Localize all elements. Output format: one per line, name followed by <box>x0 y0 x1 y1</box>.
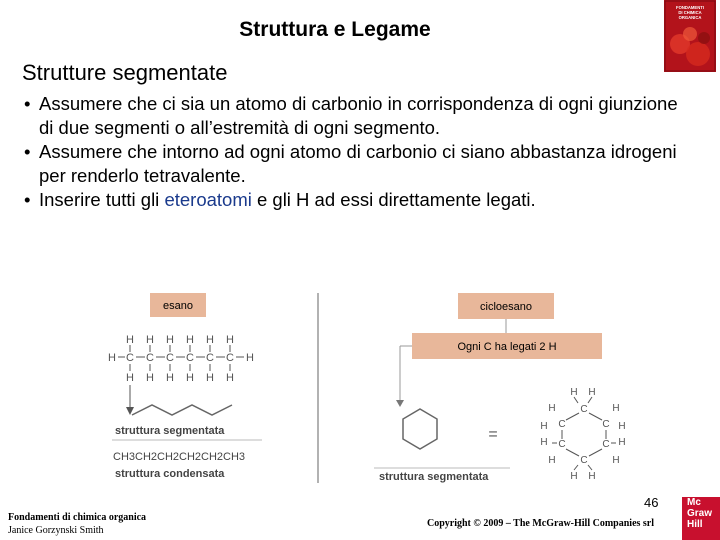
esano-label: esano <box>163 300 193 312</box>
cicloesano-label: cicloesano <box>480 301 532 313</box>
svg-text:H: H <box>186 372 194 384</box>
page-number: 46 <box>644 495 659 510</box>
equals-sign: = <box>488 426 498 443</box>
right-segmented-label: struttura segmentata <box>379 471 489 483</box>
left-condensed-label: struttura condensata <box>115 468 225 480</box>
footer-book-info <box>8 511 146 537</box>
svg-text:H: H <box>206 334 214 346</box>
slide-subtitle: Strutture segmentate <box>22 60 228 85</box>
book-cover-image <box>664 0 716 72</box>
svg-text:H: H <box>540 437 548 448</box>
svg-text:H: H <box>618 437 626 448</box>
svg-text:FONDAMENTI: FONDAMENTI <box>676 5 704 10</box>
svg-text:ORGANICA: ORGANICA <box>678 15 702 20</box>
bullet-text: Inserire tutti gli <box>39 189 165 210</box>
svg-text:C: C <box>602 439 610 450</box>
svg-text:H: H <box>166 372 174 384</box>
logo-line: Graw <box>687 508 713 519</box>
svg-text:C: C <box>602 419 610 430</box>
svg-text:H: H <box>226 372 234 384</box>
svg-text:H: H <box>126 334 134 346</box>
svg-text:C: C <box>580 404 588 415</box>
svg-text:H: H <box>186 334 194 346</box>
cyclohexane-full-structure <box>540 387 625 482</box>
svg-text:C: C <box>226 352 234 364</box>
bullet-text: e gli H ad essi direttamente legati. <box>251 189 536 210</box>
svg-text:H: H <box>548 455 556 466</box>
note-text: Ogni C ha legati 2 H <box>457 341 557 353</box>
svg-text:H: H <box>166 334 174 346</box>
condensed-formula: CH3CH2CH2CH2CH2CH3 <box>113 451 246 463</box>
footer-author: Janice Gorzynski Smith <box>8 525 104 536</box>
hexane-skeletal-structure <box>132 405 232 415</box>
heteroatoms-term: eteroatomi <box>164 189 252 210</box>
svg-text:H: H <box>206 372 214 384</box>
svg-text:H: H <box>146 334 154 346</box>
svg-text:C: C <box>580 455 588 466</box>
logo-line: Mc <box>687 497 701 508</box>
hexane-full-structure <box>108 334 254 384</box>
svg-text:H: H <box>126 372 134 384</box>
left-segmented-label: struttura segmentata <box>115 425 225 437</box>
svg-text:H: H <box>548 403 556 414</box>
svg-text:H: H <box>612 403 620 414</box>
svg-text:C: C <box>146 352 154 364</box>
bullet-list <box>24 92 694 212</box>
footer-book-title: Fondamenti di chimica organica <box>8 512 147 523</box>
svg-text:H: H <box>588 471 596 482</box>
svg-text:C: C <box>166 352 174 364</box>
svg-text:C: C <box>558 419 566 430</box>
slide-title: Struttura e Legame <box>239 18 431 41</box>
logo-line: Hill <box>687 519 703 530</box>
svg-text:H: H <box>246 352 254 364</box>
svg-text:C: C <box>206 352 214 364</box>
svg-text:H: H <box>226 334 234 346</box>
svg-text:H: H <box>146 372 154 384</box>
svg-text:DI CHIMICA: DI CHIMICA <box>678 10 702 15</box>
svg-text:C: C <box>126 352 134 364</box>
svg-text:C: C <box>186 352 194 364</box>
svg-text:H: H <box>540 421 548 432</box>
svg-text:H: H <box>108 352 116 364</box>
svg-text:H: H <box>612 455 620 466</box>
bullet-item: • Assumere che intorno ad ogni atomo di carbonio ci siano abbastanza idrogeni per renderlo tetravalente. <box>24 140 694 188</box>
publisher-logo <box>682 497 720 540</box>
bullet-item <box>24 188 694 212</box>
svg-text:H: H <box>570 471 578 482</box>
cyclohexane-skeletal-structure <box>403 409 437 449</box>
svg-text:H: H <box>588 387 596 398</box>
svg-text:H: H <box>570 387 578 398</box>
bullet-item: • Assumere che ci sia un atomo di carbonio in corrispondenza di ogni giunzione di due segmenti o all’estremità di ogni segmento. <box>24 92 694 140</box>
svg-text:H: H <box>618 421 626 432</box>
footer-copyright: Copyright © 2009 – The McGraw-Hill Companies srl <box>427 518 655 529</box>
svg-text:C: C <box>558 439 566 450</box>
chemistry-figure <box>100 287 626 487</box>
